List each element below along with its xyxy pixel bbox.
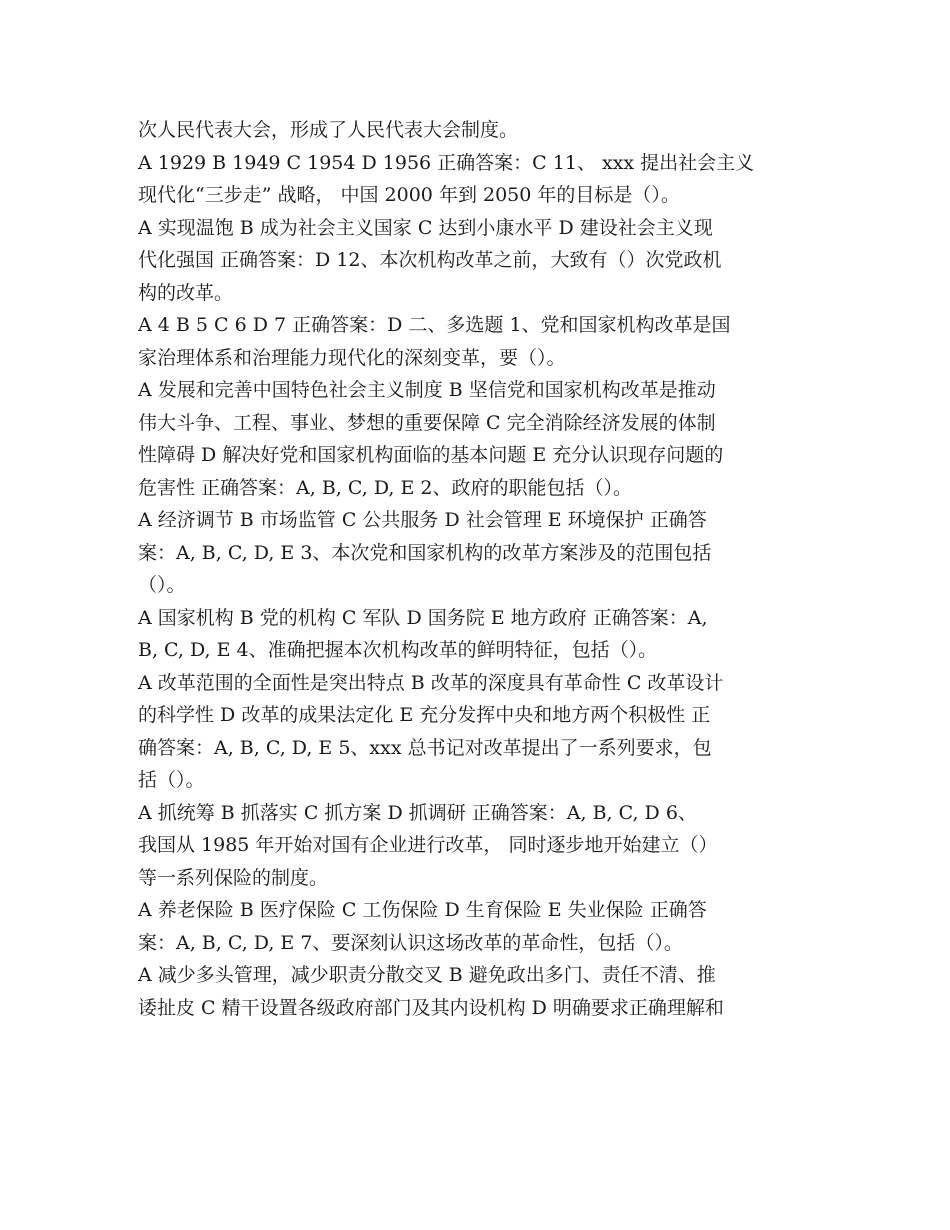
text-line: （）。 [138,574,186,596]
text-line: 我国从 1985 年开始对国有企业进行改革， 同时逐步地开始建立（） [138,834,718,856]
document-body [138,114,818,1024]
text-line: 现代化“三步走” 战略， 中国 2000 年到 2050 年的目标是（）。 [138,184,680,206]
text-line: 伟大斗争、工程、事业、梦想的重要保障 C 完全消除经济发展的体制 [138,411,716,434]
text-line: A 1929 B 1949 C 1954 D 1956 正确答案：C 11、 xxx 提出社会主义 [138,151,755,174]
text-line: A 发展和完善中国特色社会主义制度 B 坚信党和国家机构改革是推动 [138,379,716,401]
text-line: 等一系列保险的制度。 [138,866,329,889]
text-line: A 国家机构 B 党的机构 C 军队 D 国务院 E 地方政府 正确答案：A, [138,606,708,629]
text-line: 括（）。 [138,769,205,791]
text-line: A 经济调节 B 市场监管 C 公共服务 D 社会管理 E 环境保护 正确答 [138,509,707,531]
text-line: 性障碍 D 解决好党和国家机构面临的基本问题 E 充分认识现存问题的 [138,444,724,466]
text-line: B, C, D, E 4、准确把握本次机构改革的鲜明特征，包括（）。 [138,639,658,661]
text-line: A 减少多头管理，减少职责分散交叉 B 避免政出多门、责任不清、推 [138,964,716,986]
text-line: A 养老保险 B 医疗保险 C 工伤保险 D 生育保险 E 失业保险 正确答 [138,899,707,921]
text-line: 诿扯皮 C 精干设置各级政府部门及其内设机构 D 明确要求正确理解和 [138,996,724,1019]
text-line: 代化强国 正确答案：D 12、本次机构改革之前，大致有（）次党政机 [138,249,722,271]
text-line: 案：A, B, C, D, E 7、要深刻认识这场改革的革命性，包括（）。 [138,931,683,954]
text-line: 危害性 正确答案：A, B, C, D, E 2、政府的职能包括（）。 [138,476,632,499]
text-line: A 实现温饱 B 成为社会主义国家 C 达到小康水平 D 建设社会主义现 [138,216,713,239]
text-line: 次人民代表大会，形成了人民代表大会制度。 [138,119,519,141]
text-line: 确答案：A, B, C, D, E 5、xxx 总书记对改革提出了一系列要求，包 [138,736,712,759]
text-line: A 抓统筹 B 抓落实 C 抓方案 D 抓调研 正确答案：A, B, C, D 6、 [138,801,697,824]
text-line: 的科学性 D 改革的成果法定化 E 充分发挥中央和地方两个积极性 正 [138,704,711,726]
text-line: A 改革范围的全面性是突出特点 B 改革的深度具有革命性 C 改革设计 [138,671,724,694]
text-line: 案：A, B, C, D, E 3、本次党和国家机构的改革方案涉及的范围包括 [138,541,712,564]
text-line: 构的改革。 [138,281,234,304]
text-line: 家治理体系和治理能力现代化的深刻变革，要（）。 [138,346,566,369]
text-line: A 4 B 5 C 6 D 7 正确答案：D 二、多选题 1、党和国家机构改革是国 [138,314,731,336]
